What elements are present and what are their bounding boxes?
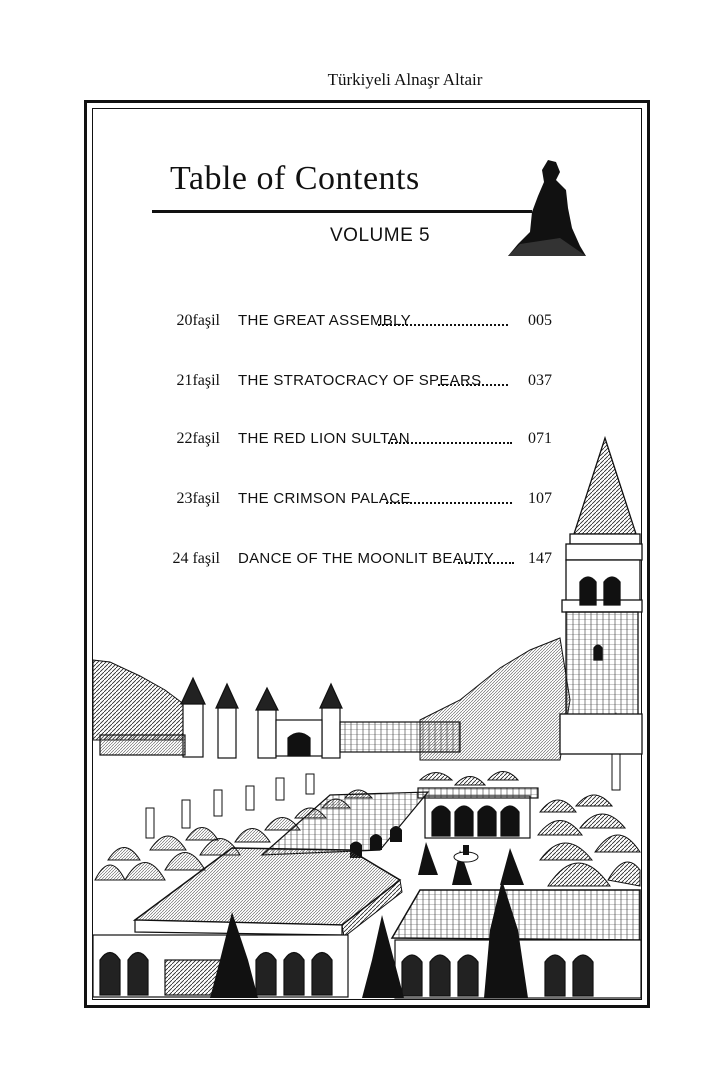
volume-label: VOLUME 5 (330, 225, 431, 246)
chapter-number: 23faşil (176, 490, 220, 507)
chapter-page: 037 (528, 372, 552, 389)
chapter-title: DANCE OF THE MOONLIT BEAUTY (238, 550, 494, 567)
chapter-number: 24 faşil (172, 550, 220, 567)
chapter-title: THE GREAT ASSEMBLY (238, 312, 411, 329)
chapter-title: THE CRIMSON PALACE (238, 490, 411, 507)
chapter-title: THE RED LION SULTAN (238, 430, 410, 447)
chapter-page: 147 (528, 550, 552, 567)
chapter-number: 22faşil (176, 430, 220, 447)
toc-title: Table of Contents (170, 160, 420, 197)
chapter-page: 107 (528, 490, 552, 507)
chapter-page: 071 (528, 430, 552, 447)
running-title: Türkiyeli Alnaşr Altair (327, 70, 483, 89)
chapter-page: 005 (528, 312, 552, 329)
chapter-number: 20faşil (176, 312, 220, 329)
chapter-title: THE STRATOCRACY OF SPEARS (238, 372, 482, 389)
chapter-number: 21faşil (176, 372, 220, 389)
